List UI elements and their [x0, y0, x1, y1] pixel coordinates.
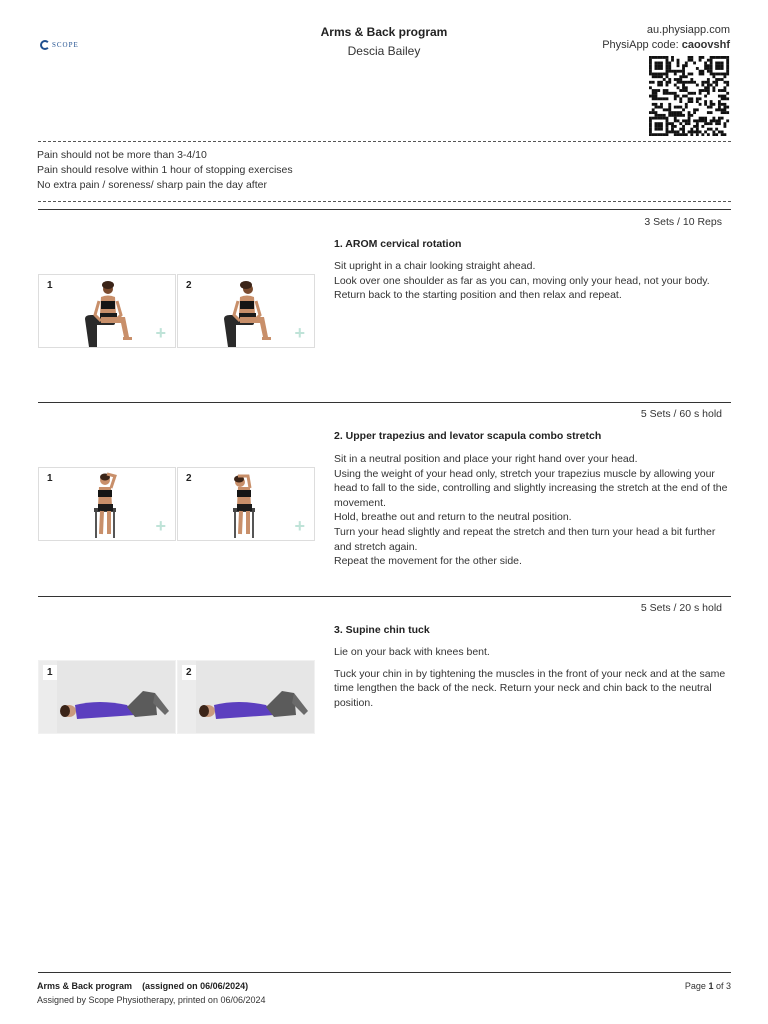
- footer-assigned-by: Assigned by Scope Physiotherapy, printed on 06/06/2024: [37, 995, 266, 1005]
- note-line: Pain should not be more than 3-4/10: [37, 149, 207, 161]
- exercise-images: [38, 467, 315, 541]
- description-line: Look over one shoulder as far as you can, moving only your head, not your body.: [334, 274, 710, 287]
- exercise-title: 1. AROM cervical rotation: [334, 238, 462, 250]
- exercise-image[interactable]: [38, 467, 176, 541]
- description-line: Tuck your chin in by tightening the muscles in the front of your neck and at the same time lengthen the back of the neck. Return your neck and chin back to the neutral position.: [334, 667, 726, 709]
- description-line: Lie on your back with knees bent.: [334, 646, 490, 658]
- description-line: Return back to the starting position and then relax and repeat.: [334, 289, 622, 302]
- page-label: Page: [684, 981, 706, 991]
- exercise-description: [334, 452, 731, 569]
- add-icon: +: [155, 516, 166, 536]
- divider: [38, 201, 731, 202]
- program-title: Arms & Back program: [320, 25, 448, 39]
- image-number: 1: [47, 473, 53, 484]
- exercise-title: 3. Supine chin tuck: [334, 624, 430, 636]
- page-total: of 3: [715, 981, 731, 991]
- patient-name: Descia Bailey: [347, 44, 421, 58]
- physiapp-code: [602, 39, 730, 51]
- exercise-divider: [38, 209, 731, 210]
- image-number: 2: [186, 280, 192, 291]
- description-line: Repeat the movement for the other side.: [334, 555, 522, 568]
- exercise-divider: [38, 402, 731, 403]
- logo-text: SCOPE: [52, 41, 79, 49]
- exercise-image[interactable]: [38, 274, 176, 348]
- supine-woman-photo: [39, 661, 176, 734]
- description-line: Sit upright in a chair looking straight ahead.: [334, 260, 536, 272]
- note-line: No extra pain / soreness/ sharp pain the day after: [37, 179, 267, 191]
- qr-code-icon: [648, 56, 730, 136]
- page-indicator: [685, 981, 731, 991]
- exercise-images: [38, 660, 315, 734]
- image-number: 2: [186, 473, 192, 484]
- image-number: 1: [47, 280, 53, 291]
- description-line: Turn your head slightly and repeat the stretch and then turn your head a bit further and stretch again.: [334, 525, 716, 553]
- exercise-divider: [38, 596, 731, 597]
- description-line: Hold, breathe out and return to the neutral position.: [334, 511, 572, 524]
- footer-program: [37, 981, 248, 991]
- add-icon: +: [155, 323, 166, 343]
- page-header: [0, 0, 768, 140]
- image-number: 2: [182, 665, 196, 680]
- exercise-image[interactable]: [177, 467, 315, 541]
- pain-notes: [37, 148, 293, 193]
- exercise-dosage: 3 Sets / 10 Reps: [644, 216, 722, 228]
- footer-program-title: Arms & Back program: [37, 981, 133, 991]
- exercise-title: 2. Upper trapezius and levator scapula combo stretch: [334, 430, 602, 442]
- code-value: caoovshf: [681, 39, 730, 51]
- page-current: 1: [708, 981, 714, 991]
- image-number: 1: [43, 665, 57, 680]
- footer-assigned-date: (assigned on 06/06/2024): [142, 981, 249, 991]
- footer-divider: [38, 972, 731, 973]
- code-label: PhysiApp code:: [602, 39, 679, 51]
- exercise-image[interactable]: [177, 660, 315, 734]
- description-line: Using the weight of your head only, stretch your trapezius muscle by allowing your head to fall to the side, controlling and slightly increasing the stretch at the end of the movement.: [334, 467, 728, 509]
- exercise-dosage: 5 Sets / 20 s hold: [640, 602, 722, 614]
- add-icon: +: [294, 323, 305, 343]
- exercise-dosage: 5 Sets / 60 s hold: [640, 408, 722, 420]
- exercise-description: [334, 645, 731, 710]
- site-url: au.physiapp.com: [646, 24, 730, 36]
- supine-woman-photo: [178, 661, 315, 734]
- note-line: Pain should resolve within 1 hour of stopping exercises: [37, 164, 293, 176]
- exercise-description: [334, 259, 731, 303]
- add-icon: +: [294, 516, 305, 536]
- exercise-images: [38, 274, 315, 348]
- exercise-image[interactable]: [177, 274, 315, 348]
- divider: [38, 141, 731, 142]
- exercise-image[interactable]: [38, 660, 176, 734]
- description-line: Sit in a neutral position and place your right hand over your head.: [334, 453, 638, 465]
